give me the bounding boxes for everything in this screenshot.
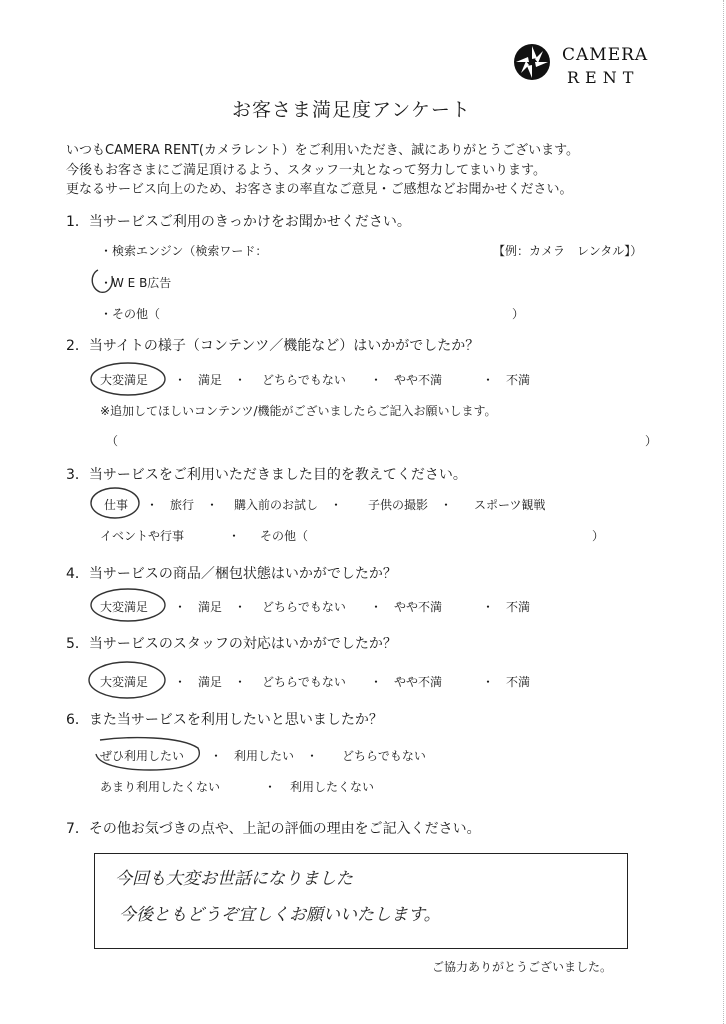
- intro-line-3: 更なるサービス向上のため、お客さまの率直なご意見・ご感想などお聞かせください。: [66, 182, 573, 197]
- q4-option-satisfied[interactable]: ・ 満足 ・: [174, 600, 247, 614]
- question-6-title: 6．また当サービスを利用したいと思いましたか？: [66, 712, 383, 728]
- q6-option-not-really[interactable]: あまり利用したくない: [100, 780, 221, 794]
- q5-option-satisfied[interactable]: ・ 満足 ・: [174, 675, 247, 689]
- q4-option-somewhat-dissatisfied[interactable]: ・ やや不満: [370, 600, 443, 614]
- question-4-title: 4．当サービスの商品／梱包状態はいかがでしたか？: [66, 566, 397, 582]
- q5-option-very-satisfied[interactable]: 大変満足: [100, 675, 149, 689]
- question-3-title: 3．当サービスをご利用いただきました目的を教えてください。: [66, 467, 467, 483]
- q1-option-web-ad[interactable]: ・W E B広告: [100, 276, 172, 290]
- q4-option-neutral[interactable]: どちらでもない: [262, 600, 346, 614]
- comment-box[interactable]: [94, 853, 628, 949]
- q2-option-somewhat-dissatisfied[interactable]: ・ やや不満: [370, 373, 443, 387]
- handwritten-circle: [88, 484, 144, 522]
- q1-option-search[interactable]: ・検索エンジン（検索ワード：: [100, 244, 268, 258]
- scan-edge: [722, 0, 724, 1024]
- question-2-title: 2．当サイトの様子（コンテンツ／機能など）はいかがでしたか？: [66, 338, 480, 354]
- handwritten-comment-line-2: 今後ともどうぞ宜しくお願いいたします。: [119, 905, 441, 925]
- question-1-title: 1．当サービスご利用のきっかけをお聞かせください。: [66, 214, 411, 230]
- brand-line1: CAMERA: [562, 45, 649, 65]
- q4-option-dissatisfied[interactable]: ・ 不満: [482, 600, 531, 614]
- intro-line-2: 今後もお客さまにご満足頂けるよう、スタッフ一丸となって努力してまいります。: [66, 163, 546, 178]
- q3-option-other[interactable]: その他（: [260, 529, 309, 543]
- q6-option-definitely[interactable]: ぜひ利用したい: [100, 749, 185, 763]
- handwritten-comment-line-1: 今回も大変お世話になりました: [115, 869, 353, 889]
- footer-thanks: ご協力ありがとうございました。: [432, 960, 613, 974]
- q6-option-neutral[interactable]: どちらでもない: [342, 749, 426, 763]
- intro-line-1: いつもCAMERA RENT(カメラレント）をご利用いただき、誠にありがとうございます。: [66, 143, 580, 158]
- handwritten-circle: [86, 658, 170, 702]
- q3-option-work[interactable]: 仕事: [104, 498, 129, 512]
- q2-option-very-satisfied[interactable]: 大変満足: [100, 373, 149, 387]
- camera-aperture-logo-icon: [512, 42, 552, 82]
- q2-note: ※追加してほしいコンテンツ/機能がございましたらご記入お願いします。: [100, 404, 497, 418]
- q3-close-paren: ）: [592, 529, 605, 543]
- q5-option-neutral[interactable]: どちらでもない: [262, 675, 346, 689]
- q3-option-kids[interactable]: 子供の撮影 ・: [368, 498, 453, 512]
- q2-option-satisfied[interactable]: ・ 満足 ・: [174, 373, 247, 387]
- handwritten-circle: [88, 359, 170, 399]
- brand-line2: RENT: [567, 68, 640, 87]
- q5-option-dissatisfied[interactable]: ・ 不満: [482, 675, 531, 689]
- q1-search-example: 【例：カメラ レンタル】）: [493, 244, 643, 258]
- q6-separator: ・: [264, 780, 277, 794]
- q2-option-dissatisfied[interactable]: ・ 不満: [482, 373, 531, 387]
- handwritten-circle: [88, 266, 128, 296]
- q3-option-travel[interactable]: ・ 旅行 ・: [146, 498, 219, 512]
- q5-option-somewhat-dissatisfied[interactable]: ・ やや不満: [370, 675, 443, 689]
- page-title: お客さま満足度アンケート: [232, 99, 471, 121]
- q2-option-neutral[interactable]: どちらでもない: [262, 373, 346, 387]
- handwritten-circle: [90, 734, 206, 774]
- q2-close-paren: ）: [645, 434, 658, 448]
- q6-option-not-want[interactable]: 利用したくない: [290, 780, 375, 794]
- q3-option-trial[interactable]: 購入前のお試し ・: [234, 498, 343, 512]
- q3-separator: ・: [228, 529, 241, 543]
- question-5-title: 5．当サービスのスタッフの対応はいかがでしたか？: [66, 636, 397, 652]
- q2-open-paren: （: [106, 434, 119, 448]
- q3-option-sports[interactable]: スポーツ観戦: [474, 498, 546, 512]
- q4-option-very-satisfied[interactable]: 大変満足: [100, 600, 149, 614]
- handwritten-circle: [88, 585, 170, 625]
- q1-option-other[interactable]: ・その他（: [100, 307, 161, 321]
- q3-option-events[interactable]: イベントや行事: [100, 529, 185, 543]
- q6-option-want-to-use[interactable]: ・ 利用したい ・: [210, 749, 319, 763]
- question-7-title: 7．その他お気づきの点や、上記の評価の理由をご記入ください。: [66, 821, 481, 837]
- q1-close-paren: ）: [512, 307, 525, 321]
